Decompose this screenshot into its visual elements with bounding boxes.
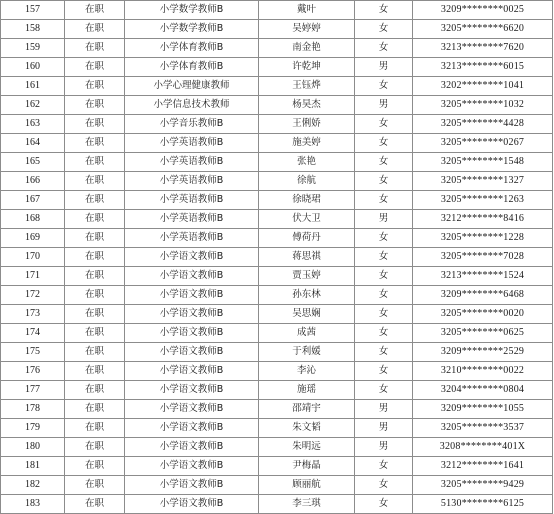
gender-cell: 男: [355, 419, 413, 438]
id-number-cell: 3209********1055: [413, 400, 553, 419]
id-number-cell: 3208********401X: [413, 438, 553, 457]
table-row: [1, 229, 553, 248]
id-number-cell: 3205********1032: [413, 96, 553, 115]
id-number-cell: 3205********1228: [413, 229, 553, 248]
gender-cell: 男: [355, 58, 413, 77]
id-number-cell: 3213********6015: [413, 58, 553, 77]
status-cell: 在职: [65, 381, 125, 400]
status-cell: 在职: [65, 305, 125, 324]
table-row: [1, 419, 553, 438]
name-cell: 吴思娴: [259, 305, 355, 324]
status-cell: 在职: [65, 115, 125, 134]
name-cell: 成茜: [259, 324, 355, 343]
gender-cell: 女: [355, 77, 413, 96]
row-number-cell: 165: [1, 153, 65, 172]
name-cell: 朱明远: [259, 438, 355, 457]
gender-cell: 女: [355, 134, 413, 153]
row-number-cell: 158: [1, 20, 65, 39]
status-cell: 在职: [65, 286, 125, 305]
name-cell: 施美婷: [259, 134, 355, 153]
status-cell: 在职: [65, 1, 125, 20]
table-row: [1, 362, 553, 381]
row-number-cell: 162: [1, 96, 65, 115]
row-number-cell: 172: [1, 286, 65, 305]
table-row: [1, 438, 553, 457]
row-number-cell: 167: [1, 191, 65, 210]
id-number-cell: 3205********1548: [413, 153, 553, 172]
id-number-cell: 3209********2529: [413, 343, 553, 362]
table-row: [1, 381, 553, 400]
name-cell: 贾玉婷: [259, 267, 355, 286]
id-number-cell: 3205********0625: [413, 324, 553, 343]
gender-cell: 女: [355, 153, 413, 172]
status-cell: 在职: [65, 324, 125, 343]
name-cell: 王俐娇: [259, 115, 355, 134]
table-row: [1, 248, 553, 267]
name-cell: 李沁: [259, 362, 355, 381]
row-number-cell: 174: [1, 324, 65, 343]
gender-cell: 男: [355, 438, 413, 457]
row-number-cell: 159: [1, 39, 65, 58]
gender-cell: 男: [355, 96, 413, 115]
position-cell: 小学心理健康教师: [125, 77, 259, 96]
table-row: [1, 172, 553, 191]
table-row: [1, 115, 553, 134]
row-number-cell: 170: [1, 248, 65, 267]
status-cell: 在职: [65, 438, 125, 457]
position-cell: 小学语文教师B: [125, 305, 259, 324]
position-cell: 小学语文教师B: [125, 438, 259, 457]
name-cell: 吴婷婷: [259, 20, 355, 39]
row-number-cell: 175: [1, 343, 65, 362]
id-number-cell: 3205********4428: [413, 115, 553, 134]
gender-cell: 女: [355, 267, 413, 286]
status-cell: 在职: [65, 77, 125, 96]
id-number-cell: 3209********6468: [413, 286, 553, 305]
status-cell: 在职: [65, 457, 125, 476]
id-number-cell: 3202********1041: [413, 77, 553, 96]
row-number-cell: 160: [1, 58, 65, 77]
id-number-cell: 3212********8416: [413, 210, 553, 229]
gender-cell: 女: [355, 362, 413, 381]
name-cell: 王钰烨: [259, 77, 355, 96]
position-cell: 小学语文教师B: [125, 286, 259, 305]
position-cell: 小学数学教师B: [125, 20, 259, 39]
table-row: [1, 153, 553, 172]
table-row: [1, 457, 553, 476]
position-cell: 小学英语教师B: [125, 191, 259, 210]
gender-cell: 女: [355, 191, 413, 210]
status-cell: 在职: [65, 229, 125, 248]
status-cell: 在职: [65, 96, 125, 115]
id-number-cell: 5130********6125: [413, 495, 553, 514]
gender-cell: 女: [355, 305, 413, 324]
name-cell: 杨昊杰: [259, 96, 355, 115]
position-cell: 小学语文教师B: [125, 457, 259, 476]
row-number-cell: 181: [1, 457, 65, 476]
row-number-cell: 180: [1, 438, 65, 457]
table-row: [1, 267, 553, 286]
name-cell: 李三琪: [259, 495, 355, 514]
name-cell: 徐晓珺: [259, 191, 355, 210]
position-cell: 小学语文教师B: [125, 343, 259, 362]
gender-cell: 女: [355, 20, 413, 39]
status-cell: 在职: [65, 191, 125, 210]
gender-cell: 女: [355, 381, 413, 400]
status-cell: 在职: [65, 419, 125, 438]
id-number-cell: 3205********7028: [413, 248, 553, 267]
status-cell: 在职: [65, 343, 125, 362]
id-number-cell: 3212********1641: [413, 457, 553, 476]
position-cell: 小学语文教师B: [125, 400, 259, 419]
table-row: [1, 210, 553, 229]
gender-cell: 女: [355, 495, 413, 514]
name-cell: 于利媛: [259, 343, 355, 362]
name-cell: 张艳: [259, 153, 355, 172]
position-cell: 小学信息技术教师: [125, 96, 259, 115]
name-cell: 尹梅晶: [259, 457, 355, 476]
gender-cell: 女: [355, 115, 413, 134]
status-cell: 在职: [65, 362, 125, 381]
table-row: [1, 20, 553, 39]
position-cell: 小学语文教师B: [125, 419, 259, 438]
row-number-cell: 166: [1, 172, 65, 191]
id-number-cell: 3205********0020: [413, 305, 553, 324]
staff-table-body: [1, 1, 553, 514]
row-number-cell: 171: [1, 267, 65, 286]
name-cell: 戴叶: [259, 1, 355, 20]
name-cell: 傅荷丹: [259, 229, 355, 248]
id-number-cell: 3205********9429: [413, 476, 553, 495]
gender-cell: 女: [355, 286, 413, 305]
position-cell: 小学英语教师B: [125, 210, 259, 229]
status-cell: 在职: [65, 58, 125, 77]
name-cell: 朱文韬: [259, 419, 355, 438]
position-cell: 小学语文教师B: [125, 324, 259, 343]
position-cell: 小学英语教师B: [125, 229, 259, 248]
gender-cell: 女: [355, 343, 413, 362]
row-number-cell: 164: [1, 134, 65, 153]
position-cell: 小学语文教师B: [125, 476, 259, 495]
status-cell: 在职: [65, 210, 125, 229]
position-cell: 小学数学教师B: [125, 1, 259, 20]
position-cell: 小学英语教师B: [125, 172, 259, 191]
status-cell: 在职: [65, 20, 125, 39]
table-row: [1, 58, 553, 77]
status-cell: 在职: [65, 39, 125, 58]
status-cell: 在职: [65, 476, 125, 495]
id-number-cell: 3204********0804: [413, 381, 553, 400]
row-number-cell: 157: [1, 1, 65, 20]
status-cell: 在职: [65, 172, 125, 191]
position-cell: 小学语文教师B: [125, 248, 259, 267]
table-row: [1, 39, 553, 58]
gender-cell: 男: [355, 400, 413, 419]
name-cell: 孙东林: [259, 286, 355, 305]
row-number-cell: 177: [1, 381, 65, 400]
table-row: [1, 96, 553, 115]
gender-cell: 女: [355, 476, 413, 495]
position-cell: 小学英语教师B: [125, 134, 259, 153]
gender-cell: 男: [355, 210, 413, 229]
row-number-cell: 179: [1, 419, 65, 438]
name-cell: 顾丽航: [259, 476, 355, 495]
position-cell: 小学体育教师B: [125, 58, 259, 77]
row-number-cell: 176: [1, 362, 65, 381]
position-cell: 小学英语教师B: [125, 153, 259, 172]
gender-cell: 女: [355, 1, 413, 20]
name-cell: 南金艳: [259, 39, 355, 58]
id-number-cell: 3213********7620: [413, 39, 553, 58]
id-number-cell: 3205********1327: [413, 172, 553, 191]
status-cell: 在职: [65, 267, 125, 286]
status-cell: 在职: [65, 134, 125, 153]
name-cell: 蒋思祺: [259, 248, 355, 267]
table-row: [1, 77, 553, 96]
gender-cell: 女: [355, 457, 413, 476]
row-number-cell: 163: [1, 115, 65, 134]
status-cell: 在职: [65, 153, 125, 172]
name-cell: 施瑶: [259, 381, 355, 400]
table-row: [1, 134, 553, 153]
name-cell: 伏大卫: [259, 210, 355, 229]
row-number-cell: 178: [1, 400, 65, 419]
position-cell: 小学体育教师B: [125, 39, 259, 58]
row-number-cell: 183: [1, 495, 65, 514]
gender-cell: 女: [355, 324, 413, 343]
position-cell: 小学音乐教师B: [125, 115, 259, 134]
row-number-cell: 182: [1, 476, 65, 495]
gender-cell: 女: [355, 248, 413, 267]
status-cell: 在职: [65, 248, 125, 267]
status-cell: 在职: [65, 400, 125, 419]
id-number-cell: 3213********1524: [413, 267, 553, 286]
gender-cell: 女: [355, 39, 413, 58]
position-cell: 小学语文教师B: [125, 495, 259, 514]
table-row: [1, 343, 553, 362]
table-row: [1, 286, 553, 305]
name-cell: 许乾坤: [259, 58, 355, 77]
position-cell: 小学语文教师B: [125, 362, 259, 381]
id-number-cell: 3209********0025: [413, 1, 553, 20]
name-cell: 徐航: [259, 172, 355, 191]
table-row: [1, 476, 553, 495]
row-number-cell: 173: [1, 305, 65, 324]
id-number-cell: 3205********3537: [413, 419, 553, 438]
gender-cell: 女: [355, 229, 413, 248]
position-cell: 小学语文教师B: [125, 267, 259, 286]
table-row: [1, 324, 553, 343]
table-row: [1, 191, 553, 210]
id-number-cell: 3205********6620: [413, 20, 553, 39]
table-row: [1, 1, 553, 20]
id-number-cell: 3205********1263: [413, 191, 553, 210]
id-number-cell: 3210********0022: [413, 362, 553, 381]
id-number-cell: 3205********0267: [413, 134, 553, 153]
table-row: [1, 400, 553, 419]
status-cell: 在职: [65, 495, 125, 514]
position-cell: 小学语文教师B: [125, 381, 259, 400]
row-number-cell: 169: [1, 229, 65, 248]
gender-cell: 女: [355, 172, 413, 191]
row-number-cell: 168: [1, 210, 65, 229]
table-row: [1, 495, 553, 514]
table-row: [1, 305, 553, 324]
name-cell: 邵靖宇: [259, 400, 355, 419]
row-number-cell: 161: [1, 77, 65, 96]
